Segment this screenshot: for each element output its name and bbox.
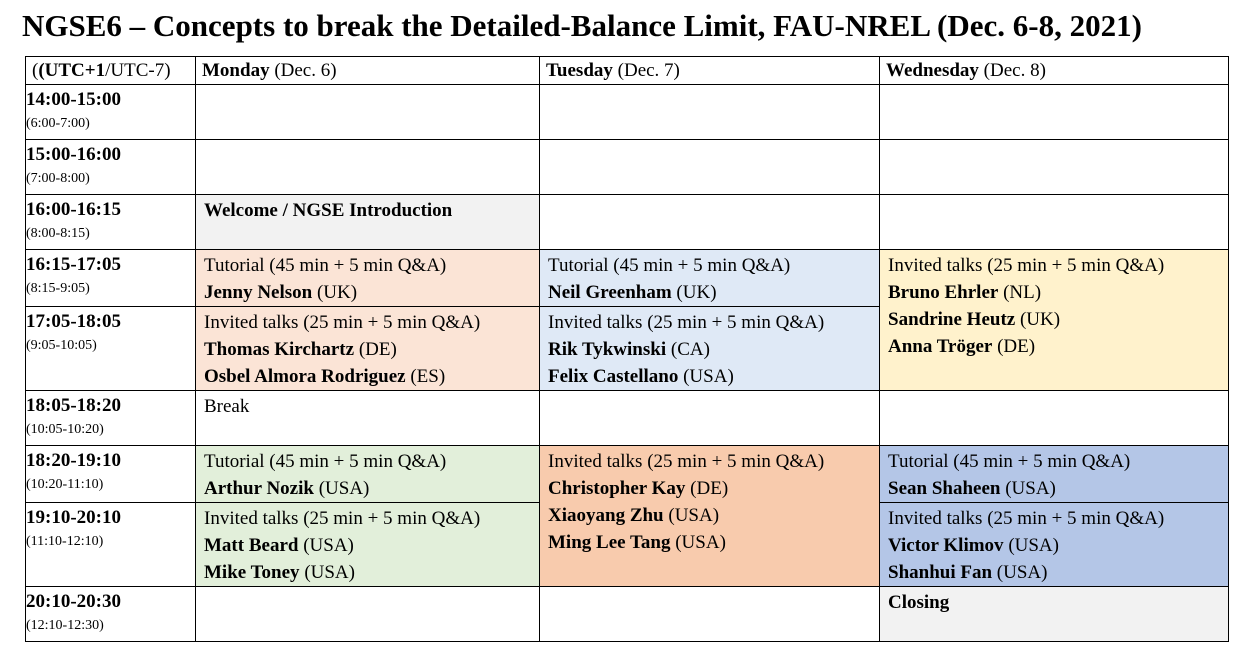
table-row [26, 140, 1229, 195]
time-cell [26, 391, 196, 446]
speaker [888, 279, 1228, 306]
wednesday-tutorial-cell [880, 446, 1229, 503]
speaker-country: (UK) [312, 282, 358, 303]
speaker-country: (ES) [405, 366, 446, 387]
time-main: 15:00-16:00 [26, 144, 121, 165]
page-title: NGSE6 – Concepts to break the Detailed-Balance Limit, FAU-NREL (Dec. 6-8, 2021) [22, 8, 1142, 43]
speaker-name: Sandrine Heutz [888, 309, 1016, 330]
session-label: Invited talks (25 min + 5 min Q&A) [204, 508, 481, 529]
monday-date: (Dec. 6) [269, 60, 337, 81]
empty-cell [196, 85, 540, 140]
speaker-country: (USA) [299, 562, 355, 583]
tuesday-date: (Dec. 7) [612, 60, 680, 81]
speaker [888, 333, 1228, 360]
tuesday-header [540, 57, 880, 85]
speaker-name: Christopher Kay [548, 478, 686, 499]
speaker-country: (USA) [1000, 478, 1056, 499]
empty-cell [196, 140, 540, 195]
time-cell [26, 195, 196, 250]
tuesday-day: Tuesday [546, 60, 613, 81]
monday-invited-cell [196, 307, 540, 391]
speaker-country: (USA) [670, 532, 726, 553]
session-label: Tutorial (45 min + 5 min Q&A) [548, 255, 791, 276]
speaker-name: Anna Tröger [888, 336, 993, 357]
speaker [888, 532, 1228, 559]
speaker-country: (USA) [992, 562, 1048, 583]
time-sub: (10:20-11:10) [26, 477, 104, 492]
speaker [204, 475, 539, 502]
speaker [548, 363, 879, 390]
speaker-country: (DE) [992, 336, 1036, 357]
speaker-country: (DE) [354, 339, 397, 360]
speaker-country: (CA) [666, 339, 710, 360]
time-main: 18:05-18:20 [26, 395, 121, 416]
welcome-cell [196, 195, 540, 250]
speaker-name: Bruno Ehrler [888, 282, 999, 303]
time-sub: (9:05-10:05) [26, 338, 97, 353]
time-cell [26, 503, 196, 587]
session-label: Invited talks (25 min + 5 min Q&A) [548, 312, 825, 333]
empty-cell [880, 195, 1229, 250]
break-cell [196, 391, 540, 446]
time-sub: (8:00-8:15) [26, 226, 90, 241]
time-sub: (6:00-7:00) [26, 116, 90, 131]
time-main: 18:20-19:10 [26, 450, 121, 471]
table-row [26, 391, 1229, 446]
speaker-country: (USA) [313, 478, 370, 499]
time-cell [26, 85, 196, 140]
wednesday-invited-cell [880, 250, 1229, 391]
speaker-country: (USA) [678, 366, 734, 387]
empty-cell [196, 587, 540, 642]
monday-day: Monday [202, 60, 270, 81]
speaker-name: Victor Klimov [888, 535, 1004, 556]
monday-tutorial-cell [196, 250, 540, 307]
speaker-country: (DE) [685, 478, 729, 499]
speaker [204, 279, 539, 306]
speaker-name: Xiaoyang Zhu [548, 505, 664, 526]
speaker-name: Jenny Nelson [204, 282, 313, 303]
session-label: Invited talks (25 min + 5 min Q&A) [548, 451, 825, 472]
time-sub: (10:05-10:20) [26, 422, 104, 437]
speaker-name: Osbel Almora Rodriguez [204, 366, 406, 387]
time-main: 20:10-20:30 [26, 591, 121, 612]
wednesday-header [880, 57, 1229, 85]
speaker-name: Felix Castellano [548, 366, 679, 387]
timezone-utc1: (UTC+1 [38, 60, 106, 81]
timezone-utc7: /UTC-7) [105, 60, 171, 81]
table-row [26, 195, 1229, 250]
speaker-name: Arthur Nozik [204, 478, 314, 499]
speaker [888, 306, 1228, 333]
time-main: 16:00-16:15 [26, 199, 121, 220]
speaker-country: (USA) [1003, 535, 1059, 556]
session-label: Tutorial (45 min + 5 min Q&A) [204, 255, 447, 276]
table-row [26, 250, 1229, 307]
time-sub: (11:10-12:10) [26, 534, 104, 549]
tuesday-invited-cell [540, 307, 880, 391]
time-cell [26, 307, 196, 391]
time-sub: (12:10-12:30) [26, 618, 104, 633]
tuesday-invited2-cell [540, 446, 880, 587]
session-label: Invited talks (25 min + 5 min Q&A) [888, 508, 1165, 529]
speaker [548, 475, 879, 502]
speaker [204, 559, 539, 586]
speaker [888, 475, 1228, 502]
empty-cell [540, 391, 880, 446]
empty-cell [540, 587, 880, 642]
empty-cell [880, 391, 1229, 446]
time-main: 19:10-20:10 [26, 507, 121, 528]
speaker [888, 559, 1228, 586]
speaker-name: Rik Tykwinski [548, 339, 667, 360]
time-cell [26, 446, 196, 503]
session-label: Tutorial (45 min + 5 min Q&A) [204, 451, 447, 472]
closing-label: Closing [888, 592, 950, 613]
speaker-country: (UK) [1015, 309, 1061, 330]
wednesday-day: Wednesday [886, 60, 979, 81]
header-row [26, 57, 1229, 85]
time-main: 14:00-15:00 [26, 89, 121, 110]
empty-cell [540, 140, 880, 195]
speaker [204, 336, 539, 363]
time-cell [26, 250, 196, 307]
speaker-country: (NL) [998, 282, 1042, 303]
monday-header [196, 57, 540, 85]
empty-cell [540, 85, 880, 140]
speaker-name: Matt Beard [204, 535, 299, 556]
time-sub: (7:00-8:00) [26, 171, 90, 186]
time-main: 16:15-17:05 [26, 254, 121, 275]
empty-cell [880, 140, 1229, 195]
wednesday-invited2-cell [880, 503, 1229, 587]
speaker [548, 502, 879, 529]
speaker-name: Thomas Kirchartz [204, 339, 355, 360]
session-label: Invited talks (25 min + 5 min Q&A) [204, 312, 481, 333]
speaker-country: (USA) [298, 535, 354, 556]
empty-cell [880, 85, 1229, 140]
time-cell [26, 587, 196, 642]
time-cell [26, 140, 196, 195]
speaker-name: Sean Shaheen [888, 478, 1001, 499]
table-row [26, 587, 1229, 642]
monday-invited2-cell [196, 503, 540, 587]
monday-tutorial2-cell [196, 446, 540, 503]
speaker [204, 363, 539, 390]
speaker-name: Shanhui Fan [888, 562, 993, 583]
speaker-name: Neil Greenham [548, 282, 672, 303]
speaker [548, 336, 879, 363]
break-label: Break [204, 396, 250, 417]
welcome-label: Welcome / NGSE Introduction [204, 200, 453, 221]
session-label: Invited talks (25 min + 5 min Q&A) [888, 255, 1165, 276]
speaker [204, 532, 539, 559]
time-sub: (8:15-9:05) [26, 281, 90, 296]
table-row [26, 446, 1229, 503]
timezone-header: ((UTC+1/UTC-7) [26, 57, 196, 85]
speaker [548, 279, 879, 306]
speaker [548, 529, 879, 556]
table-row [26, 85, 1229, 140]
schedule-table [25, 56, 1229, 642]
speaker-name: Ming Lee Tang [548, 532, 671, 553]
empty-cell [540, 195, 880, 250]
speaker-country: (USA) [663, 505, 720, 526]
session-label: Tutorial (45 min + 5 min Q&A) [888, 451, 1131, 472]
speaker-name: Mike Toney [204, 562, 300, 583]
speaker-country: (UK) [671, 282, 717, 303]
wednesday-date: (Dec. 8) [978, 60, 1046, 81]
closing-cell [880, 587, 1229, 642]
time-main: 17:05-18:05 [26, 311, 121, 332]
tuesday-tutorial-cell [540, 250, 880, 307]
